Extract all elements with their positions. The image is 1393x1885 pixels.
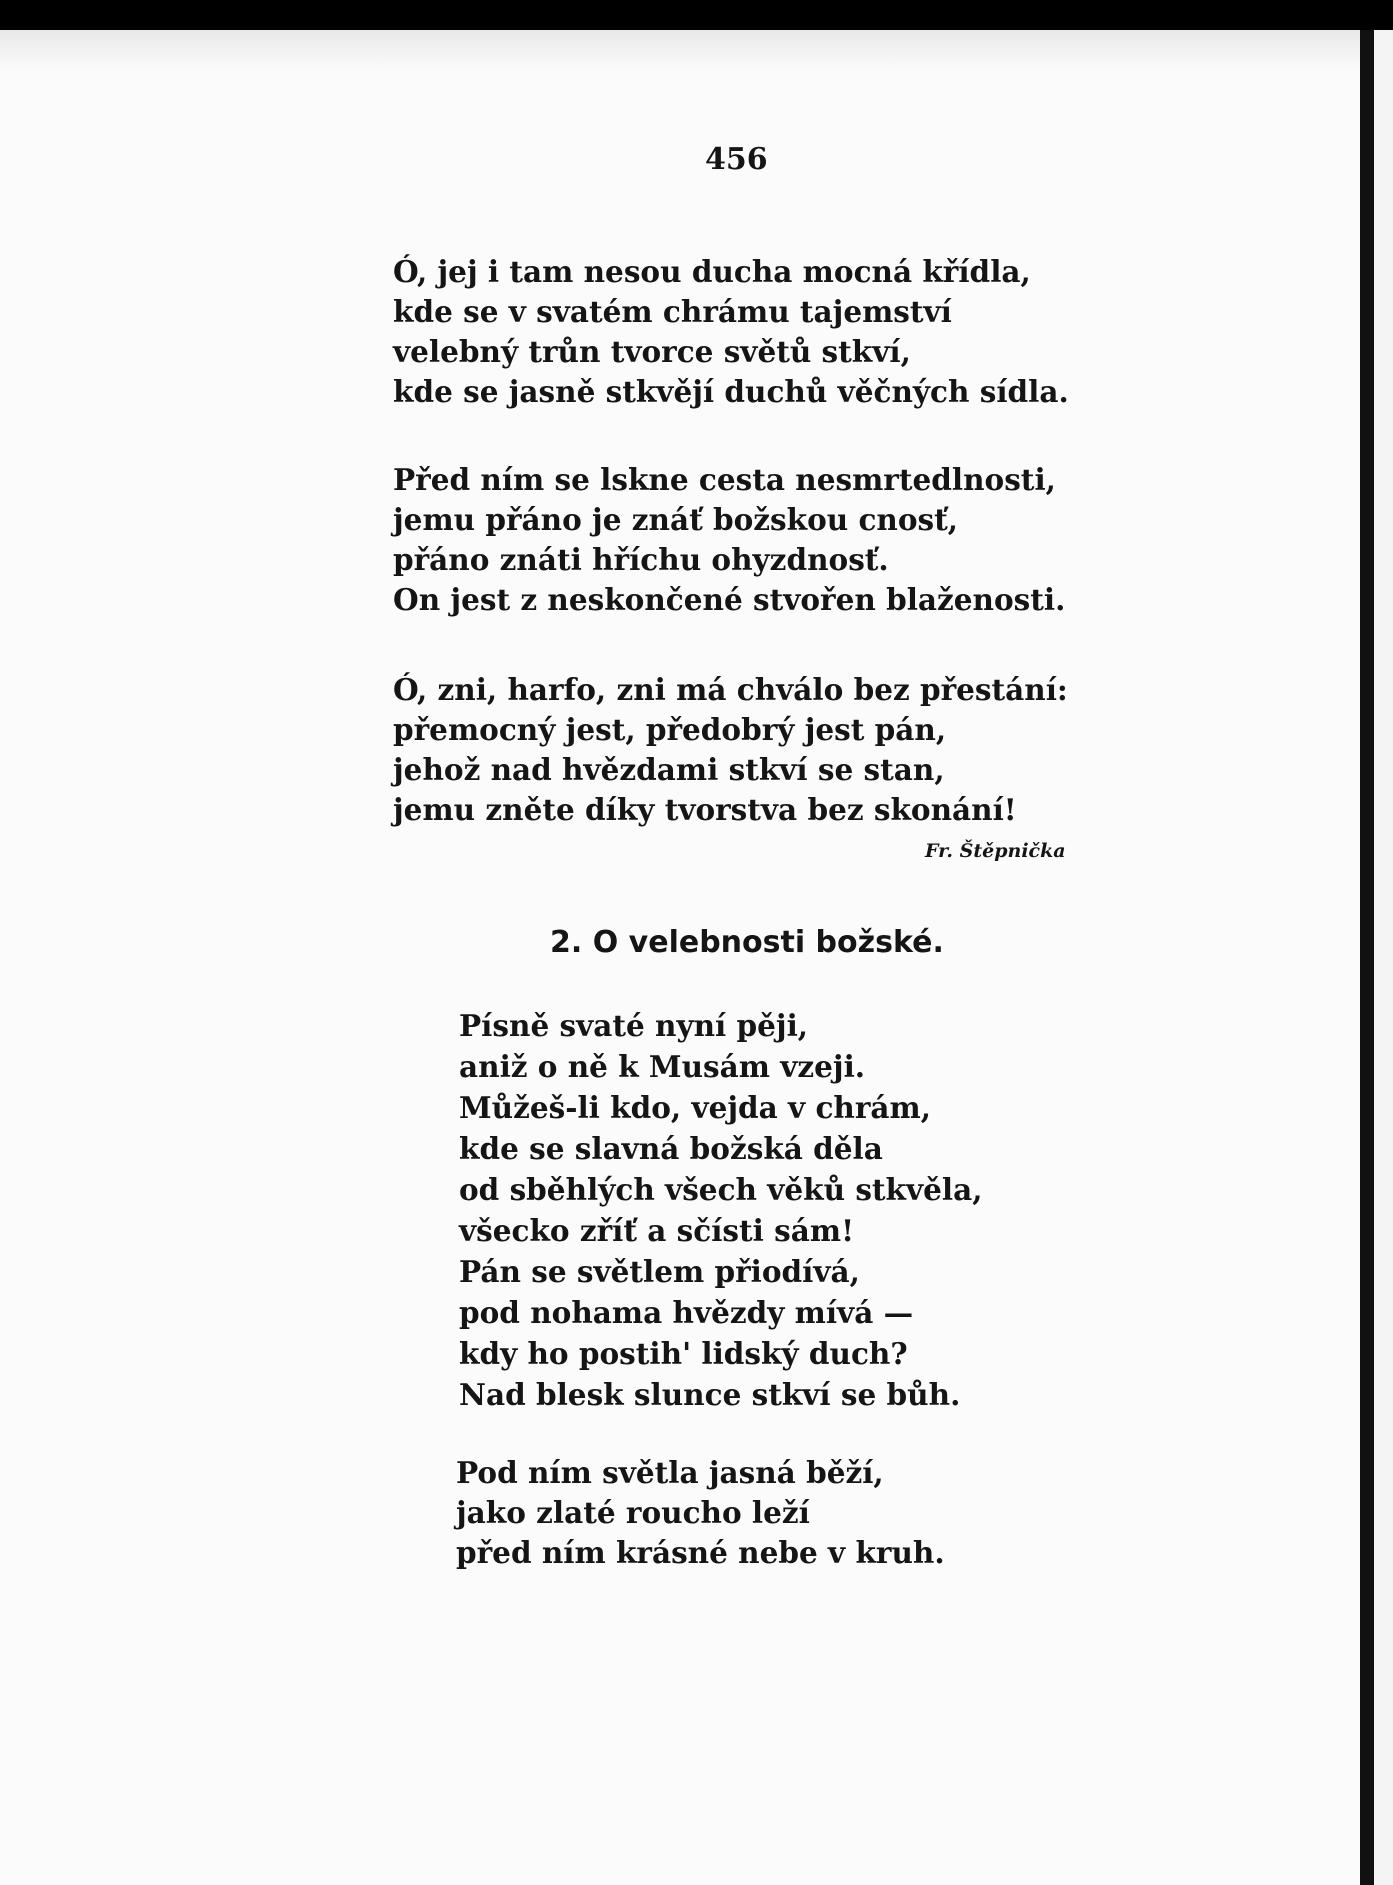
book-page: [0, 30, 1360, 1885]
verse-line: kde se v svatém chrámu tajemství: [393, 294, 952, 329]
verse-line: jehož nad hvězdami stkví se stan,: [393, 752, 945, 787]
verse-line: jemu přáno je znáť božskou cnosť,: [393, 502, 959, 537]
poem-author: Fr. Štěpnička: [925, 840, 1066, 862]
verse-line: Pán se světlem přiodívá,: [459, 1254, 860, 1289]
verse-line: přáno znáti hříchu ohyzdnosť.: [393, 542, 889, 577]
verse-line: Před ním se lskne cesta nesmrtedlnosti,: [393, 462, 1056, 497]
verse-line: Můžeš-li kdo, vejda v chrám,: [459, 1090, 931, 1125]
verse-line: kde se slavná božská děla: [459, 1131, 883, 1166]
page-number: 456: [705, 142, 768, 177]
poem1-stanza-1: [393, 252, 1069, 412]
verse-line: přemocný jest, předobrý jest pán,: [393, 712, 947, 747]
poem1-stanza-2: [393, 460, 1065, 620]
verse-line: před ním krásné nebe v kruh.: [456, 1535, 945, 1570]
verse-line: velebný trůn tvorce světů stkví,: [393, 334, 911, 369]
section-title: 2. O velebnosti božské.: [550, 925, 944, 960]
verse-line: jako zlaté roucho leží: [456, 1495, 810, 1530]
page-gutter: [1360, 30, 1374, 1885]
verse-line: On jest z neskončené stvořen blaženosti.: [393, 582, 1066, 617]
verse-line: jemu zněte díky tvorstva bez skonání!: [393, 792, 1017, 827]
verse-line: kdy ho postih' lidský duch?: [459, 1336, 908, 1371]
verse-line: Pod ním světla jasná běží,: [456, 1455, 884, 1490]
verse-line: všecko zříť a sčísti sám!: [459, 1213, 855, 1248]
verse-line: od sběhlých všech věků stkvěla,: [459, 1172, 983, 1207]
verse-line: Písně svaté nyní pěji,: [459, 1008, 809, 1043]
poem2-stanza-1: [459, 1005, 983, 1415]
poem2-stanza-2: [456, 1453, 945, 1573]
verse-line: Ó, zni, harfo, zni má chválo bez přestání:: [393, 672, 1068, 707]
verse-line: Ó, jej i tam nesou ducha mocná křídla,: [393, 254, 1031, 289]
poem1-stanza-3: [393, 670, 1068, 830]
verse-line: aniž o ně k Musám vzeji.: [459, 1049, 866, 1084]
verse-line: Nad blesk slunce stkví se bůh.: [459, 1377, 961, 1412]
verse-line: pod nohama hvězdy mívá —: [459, 1295, 914, 1330]
adjacent-page-edge: [1374, 30, 1393, 1885]
verse-line: kde se jasně stkvějí duchů věčných sídla.: [393, 374, 1069, 409]
page-shadow: [0, 30, 1360, 70]
